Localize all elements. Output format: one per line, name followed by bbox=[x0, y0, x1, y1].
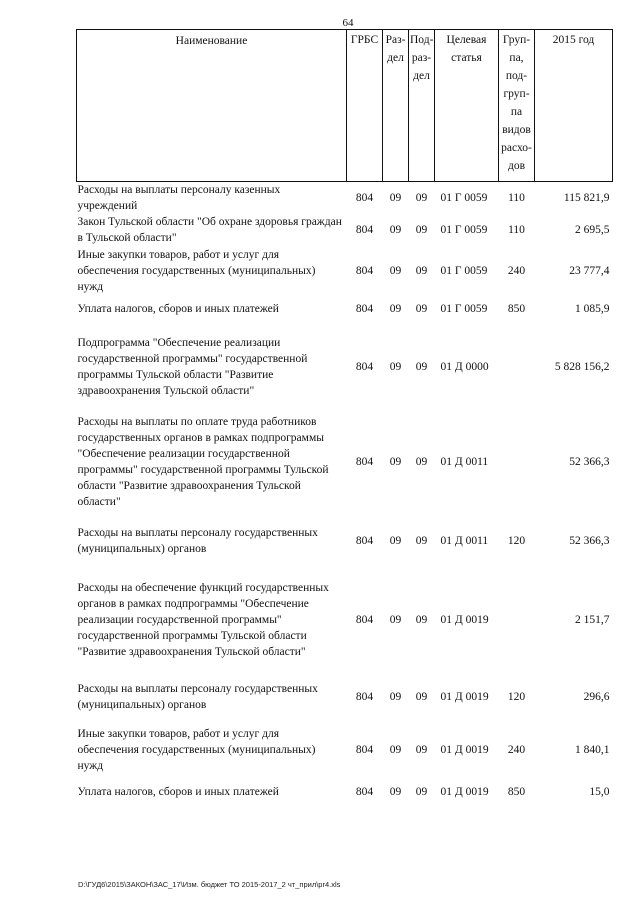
row-grbs-cell: 804 bbox=[355, 456, 374, 468]
row-name-cell: Уплата налогов, сборов и иных платежей bbox=[77, 303, 279, 315]
row-section-cell: 09 bbox=[389, 614, 402, 626]
row-group-cell bbox=[499, 322, 535, 412]
column-header-group: Груп-па, под-груп-па видов расхо-дов bbox=[499, 30, 535, 182]
column-header-subsection: Под-раз-дел bbox=[409, 30, 435, 182]
row-grbs-cell: 804 bbox=[355, 265, 374, 277]
row-target-cell: 01 Г 0059 bbox=[440, 192, 488, 204]
row-amount-cell: 52 366,3 bbox=[569, 456, 610, 468]
row-target-cell: 01 Д 0019 bbox=[440, 691, 489, 703]
row-name-cell: Расходы на обеспечение функций государственных органов в рамках подпрограммы "Обеспечение реализации государственной программы" государственной программы Тульской области "Развитие здравоохранения Тульской области" bbox=[77, 582, 329, 658]
row-subsection-cell: 09 bbox=[415, 224, 428, 236]
row-target-cell: 01 Г 0059 bbox=[440, 303, 488, 315]
row-group-cell: 110 bbox=[508, 224, 525, 236]
table-row bbox=[77, 512, 613, 570]
row-section-cell: 09 bbox=[389, 303, 402, 315]
table-header-row bbox=[77, 30, 613, 182]
row-subsection-cell: 09 bbox=[415, 265, 428, 277]
row-group-cell: 850 bbox=[507, 786, 526, 798]
row-section-cell: 09 bbox=[389, 786, 402, 798]
row-group-cell: 850 bbox=[507, 303, 526, 315]
table-row bbox=[77, 724, 613, 776]
row-name-cell: Уплата налогов, сборов и иных платежей bbox=[77, 786, 279, 798]
table-row bbox=[77, 412, 613, 512]
row-group-cell bbox=[499, 412, 535, 512]
table-row bbox=[77, 182, 613, 215]
row-amount-cell: 296,6 bbox=[583, 691, 610, 703]
table-row bbox=[77, 246, 613, 296]
row-subsection-cell: 09 bbox=[415, 614, 428, 626]
row-target-cell: 01 Д 0019 bbox=[440, 786, 489, 798]
row-grbs-cell: 804 bbox=[355, 786, 374, 798]
row-amount-cell: 15,0 bbox=[589, 786, 610, 798]
row-amount-cell: 1 085,9 bbox=[575, 303, 610, 315]
row-name-cell: Иные закупки товаров, работ и услуг для обеспечения государственных (муниципальных) нужд bbox=[77, 249, 316, 293]
table-row bbox=[77, 776, 613, 808]
row-target-cell: 01 Д 0011 bbox=[440, 535, 489, 547]
row-subsection-cell: 09 bbox=[415, 786, 428, 798]
row-amount-cell: 115 821,9 bbox=[563, 192, 610, 204]
row-name-cell: Расходы на выплаты по оплате труда работников государственных органов в рамках подпрограммы "Обеспечение реализации государственной программы" государственной программы Тульской области "Развитие здравоохранения Тульской области" bbox=[77, 416, 329, 508]
row-amount-cell: 2 151,7 bbox=[575, 614, 610, 626]
row-section-cell: 09 bbox=[389, 744, 402, 756]
row-name-cell: Иные закупки товаров, работ и услуг для обеспечения государственных (муниципальных) нужд bbox=[77, 728, 316, 772]
column-header-grbs: ГРБС bbox=[347, 30, 383, 182]
row-grbs-cell: 804 bbox=[355, 303, 374, 315]
row-grbs-cell: 804 bbox=[355, 614, 374, 626]
table-row bbox=[77, 214, 613, 246]
row-target-cell: 01 Д 0000 bbox=[440, 361, 489, 373]
row-group-cell: 120 bbox=[507, 691, 526, 703]
row-target-cell: 01 Д 0019 bbox=[440, 744, 489, 756]
row-section-cell: 09 bbox=[389, 535, 402, 547]
column-header-year: 2015 год bbox=[535, 30, 613, 182]
row-grbs-cell: 804 bbox=[355, 691, 374, 703]
row-target-cell: 01 Д 0019 bbox=[440, 614, 489, 626]
page-number: 64 bbox=[342, 17, 354, 29]
row-grbs-cell: 804 bbox=[355, 535, 374, 547]
row-amount-cell: 2 695,5 bbox=[575, 224, 610, 236]
row-section-cell: 09 bbox=[389, 456, 402, 468]
row-name-cell: Подпрограмма "Обеспечение реализации государственной программы" государственной программы Тульской области "Развитие здравоохранения Тульской области" bbox=[77, 337, 308, 397]
row-subsection-cell: 09 bbox=[415, 456, 428, 468]
table-row bbox=[77, 322, 613, 412]
row-amount-cell: 23 777,4 bbox=[569, 265, 610, 277]
row-name-cell: Расходы на выплаты персоналу казенных учреждений bbox=[77, 184, 281, 212]
row-section-cell: 09 bbox=[389, 224, 402, 236]
column-header-section: Раз-дел bbox=[383, 30, 409, 182]
budget-table bbox=[76, 29, 613, 808]
footer-file-path: D:\ГУД6\2015\ЗАКОН\ЗАС_17\Изм. бюджет ТО 2015-2017_2 чт_прил\pr4.xls bbox=[78, 880, 341, 889]
row-group-cell: 240 bbox=[507, 744, 526, 756]
row-name-cell: Расходы на выплаты персоналу государственных (муниципальных) органов bbox=[77, 683, 318, 711]
row-subsection-cell: 09 bbox=[415, 535, 428, 547]
row-subsection-cell: 09 bbox=[415, 361, 428, 373]
row-section-cell: 09 bbox=[389, 691, 402, 703]
row-target-cell: 01 Г 0059 bbox=[440, 224, 488, 236]
row-target-cell: 01 Д 0011 bbox=[440, 456, 489, 468]
row-grbs-cell: 804 bbox=[355, 361, 374, 373]
table-row bbox=[77, 670, 613, 724]
row-group-cell: 110 bbox=[508, 192, 525, 204]
row-subsection-cell: 09 bbox=[415, 303, 428, 315]
row-target-cell: 01 Г 0059 bbox=[440, 265, 488, 277]
column-header-target: Целевая статья bbox=[435, 30, 499, 182]
row-amount-cell: 1 840,1 bbox=[575, 744, 610, 756]
row-amount-cell: 5 828 156,2 bbox=[554, 361, 610, 373]
row-group-cell bbox=[499, 570, 535, 670]
row-subsection-cell: 09 bbox=[415, 744, 428, 756]
row-grbs-cell: 804 bbox=[355, 192, 374, 204]
row-amount-cell: 52 366,3 bbox=[569, 535, 610, 547]
row-section-cell: 09 bbox=[389, 192, 402, 204]
row-name-cell: Расходы на выплаты персоналу государственных (муниципальных) органов bbox=[77, 527, 318, 555]
column-header-name: Наименование bbox=[77, 30, 347, 182]
row-group-cell: 240 bbox=[507, 265, 526, 277]
row-grbs-cell: 804 bbox=[355, 744, 374, 756]
row-section-cell: 09 bbox=[389, 265, 402, 277]
row-grbs-cell: 804 bbox=[355, 224, 374, 236]
table-row bbox=[77, 570, 613, 670]
row-section-cell: 09 bbox=[389, 361, 402, 373]
row-group-cell: 120 bbox=[507, 535, 526, 547]
row-subsection-cell: 09 bbox=[415, 192, 428, 204]
row-subsection-cell: 09 bbox=[415, 691, 428, 703]
table-row bbox=[77, 296, 613, 322]
row-name-cell: Закон Тульской области "Об охране здоровья граждан в Тульской области" bbox=[77, 216, 342, 244]
